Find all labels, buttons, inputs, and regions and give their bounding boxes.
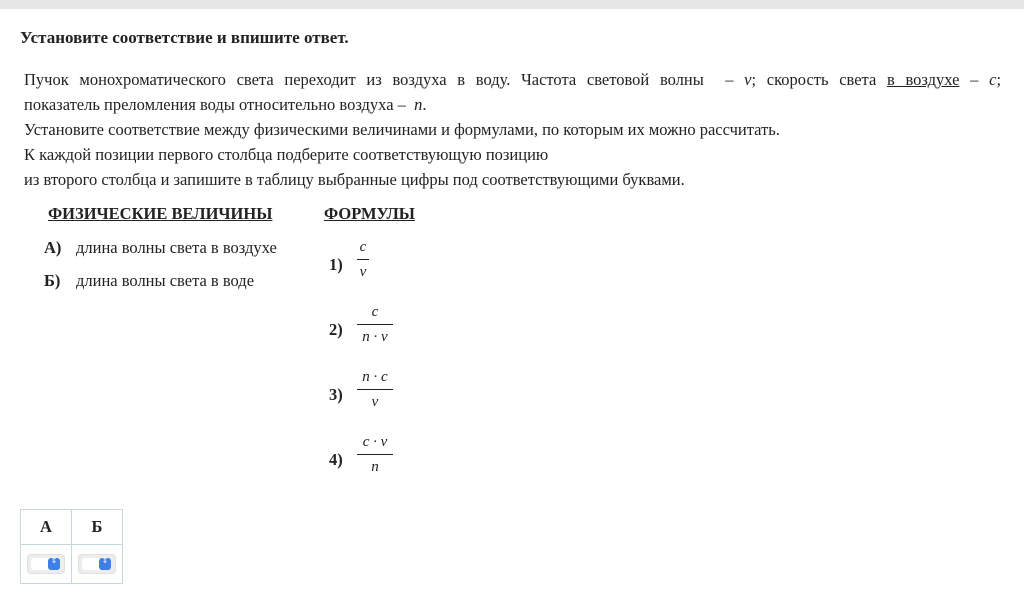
quantity-text: длина волны света в воздухе [76,238,277,257]
denominator: ν [371,394,379,410]
underlined-phrase: в воздухе [887,70,960,89]
quantity-letter: А) [44,238,62,257]
problem-text: Пучок монохроматического света переходит из воздуха в воду. Частота световой волны [24,70,704,89]
formula-3-number: 3) [329,385,343,404]
answer-header-row [21,510,123,545]
problem-line-4: К каждой позиции первого столбца подберите соответствующую позицию [24,145,549,164]
formula-1 [357,238,369,281]
quantities-header: ФИЗИЧЕСКИЕ ВЕЛИЧИНЫ [48,204,273,223]
task-heading: Установите соответствие и впишите ответ. [20,28,349,47]
problem-text: показатель преломления воды относительно воздуха – [24,95,406,114]
formula-1-number: 1) [329,255,343,274]
answer-select-a[interactable] [27,554,65,574]
select-arrows-icon: ⇕ [99,558,111,570]
quantity-a [44,238,277,258]
answer-header-a: А [21,510,72,545]
numerator: c · ν [362,434,388,450]
answer-cell-b [72,545,123,584]
select-arrows-icon: ⇕ [48,558,60,570]
answer-header-b: Б [72,510,123,545]
problem-text: ; скорость света [751,70,877,89]
denominator: n · ν [362,329,388,345]
dash: – [725,70,734,89]
quantity-text: длина волны света в воде [76,271,255,290]
fraction-bar [357,454,393,455]
formula-2-number: 2) [329,320,343,339]
numerator: c [359,239,367,255]
answer-cell-a [21,545,72,584]
fraction-bar [357,324,393,325]
denominator: ν [359,264,367,280]
problem-line-1 [24,70,1001,90]
fraction-bar [357,259,369,260]
numerator: n · c [362,369,388,385]
formula-4 [357,433,393,476]
problem-line-5: из второго столбца и запишите в таблицу выбранные цифры под соответствующими буквами. [24,170,685,189]
problem-line-3: Установите соответствие между физическими величинами и формулами, по которым их можно рассчитать. [24,120,780,139]
dash: – [970,70,979,89]
punctuation: . [422,95,427,114]
answer-select-row [21,545,123,584]
formulas-header: ФОРМУЛЫ [324,204,415,223]
top-bar [0,0,1024,9]
formula-3 [357,368,393,411]
punctuation: ; [996,70,1002,89]
problem-line-2 [24,95,1001,115]
refractive-index-symbol: n [414,95,423,114]
fraction-bar [357,389,393,390]
quantity-letter: Б) [44,271,61,290]
answer-table [20,509,123,584]
formula-4-number: 4) [329,450,343,469]
quantity-b [44,271,254,291]
denominator: n [371,459,379,475]
frequency-symbol: ν [744,70,752,89]
answer-select-b[interactable] [78,554,116,574]
numerator: c [371,304,379,320]
speed-symbol: c [989,70,997,89]
formula-2 [357,303,393,346]
